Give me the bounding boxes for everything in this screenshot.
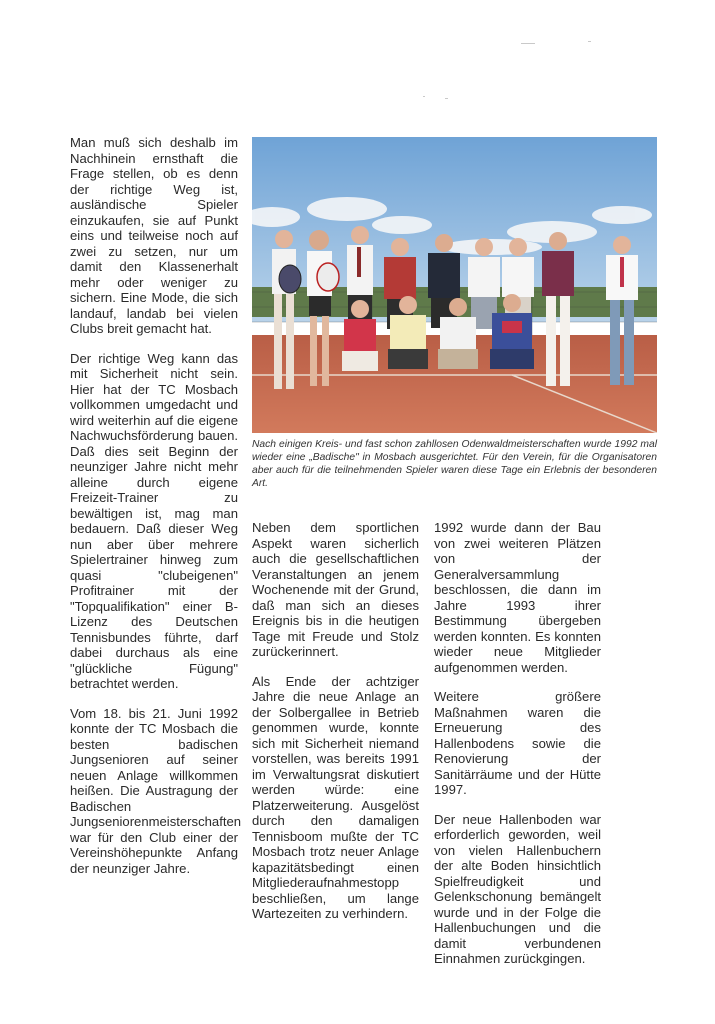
scan-speck — [521, 43, 535, 44]
paragraph: Der richtige Weg kann das mit Sicherheit nicht sein. Hier hat der TC Mosbach vollkommen umgedacht und wird weiterhin auf die eigene Nachwuchsförderung bauen. Daß dies seit Beginn der neunziger Jahre nicht mehr alleine durch eigene Freizeit-Trainer zu bewältigen ist, mag man bedauern. Daß dieser Weg nun aber über mehrere Spielertrainer hinweg zum quasi "clubeigenen" Profitrainer mit der "Topqualifikation" einer B-Lizenz des Deutschen Tennisbundes führte, darf dabei durchaus als eine "glückliche Fügung" betrachtet werden. — [70, 350, 238, 691]
scan-speck — [445, 98, 448, 99]
paragraph: Vom 18. bis 21. Juni 1992 konnte der TC Mosbach die besten badischen Jungsenioren auf seiner neuen Anlage willkommen heißen. Die Austragung der Badischen Jungseniorenmeisterschaften war für den Club einer der Vereinshöhepunkte Anfang der neunziger Jahre. — [70, 705, 242, 876]
paragraph: Man muß sich deshalb im Nachhinein ernsthaft die Frage stellen, ob es denn der richtige Weg ist, ausländische Spieler einzukaufen, sie auf Punkt eins und teilweise noch auf zwei zu setzen, nur um damit den Klassenerhalt mehr oder weniger zu sichern. Eine Mode, die sich landauf, landab bei vielen Clubs breit gemacht hat. — [70, 135, 238, 336]
scan-speck — [423, 96, 425, 97]
team-photo — [252, 137, 657, 433]
text-column-middle — [252, 520, 419, 936]
paragraph: 1992 wurde dann der Bau von zwei weiteren Plätzen von der Generalversammlung beschlossen, die dann im Jahre 1993 ihrer Bestimmung übergeben werden konnten. Es konnten wieder neue Mitglieder aufgenommen werden. — [434, 520, 601, 675]
paragraph: Neben dem sportlichen Aspekt waren sicherlich auch die gesellschaftlichen Veranstaltungen an jenem Wochenende mit der Grund, daß man sich an dieses Ereignis bis in die heutigen Tage mit Freude und Stolz zurückerinnert. — [252, 520, 419, 659]
photo-caption: Nach einigen Kreis- und fast schon zahllosen Odenwaldmeisterschaften wurde 1992 mal wieder eine „Badische" in Mosbach ausgerichtet. Für den Verein, für die Organisatoren aber auch für die teilnehmenden Spieler waren diese Tage ein Erlebnis der besonderen Art. — [252, 439, 657, 489]
scan-speck — [588, 41, 591, 42]
paragraph: Weitere größere Maßnahmen waren die Erneuerung des Hallenbodens sowie die Renovierung der Sanitärräume und der Hütte 1997. — [434, 689, 601, 797]
text-column-left — [70, 135, 242, 890]
paragraph: Der neue Hallenboden war erforderlich geworden, weil von vielen Hallenbuchern der alte Boden hinsichtlich Spielfreudigkeit und Gelenkschonung bemängelt wurde und in der Folge die Hallenbuchungen und die damit verbundenen Einnahmen zurückgingen. — [434, 811, 601, 966]
paragraph: Als Ende der achtziger Jahre die neue Anlage an der Solbergallee in Betrieb genommen wurde, konnte sich mit Sicherheit niemand vorstellen, was bereits 1991 im Verwaltungsrat diskutiert werden würde: eine Platzerweiterung. Ausgelöst durch den damaligen Tennisboom mußte der TC Mosbach trotz neuer Anlage kapazitätsbedingt einen Mitgliederaufnahmestopp beschließen, um lange Wartezeiten zu verhindern. — [252, 673, 419, 921]
text-column-right — [434, 520, 601, 981]
racket — [279, 265, 301, 293]
racket — [317, 263, 339, 291]
